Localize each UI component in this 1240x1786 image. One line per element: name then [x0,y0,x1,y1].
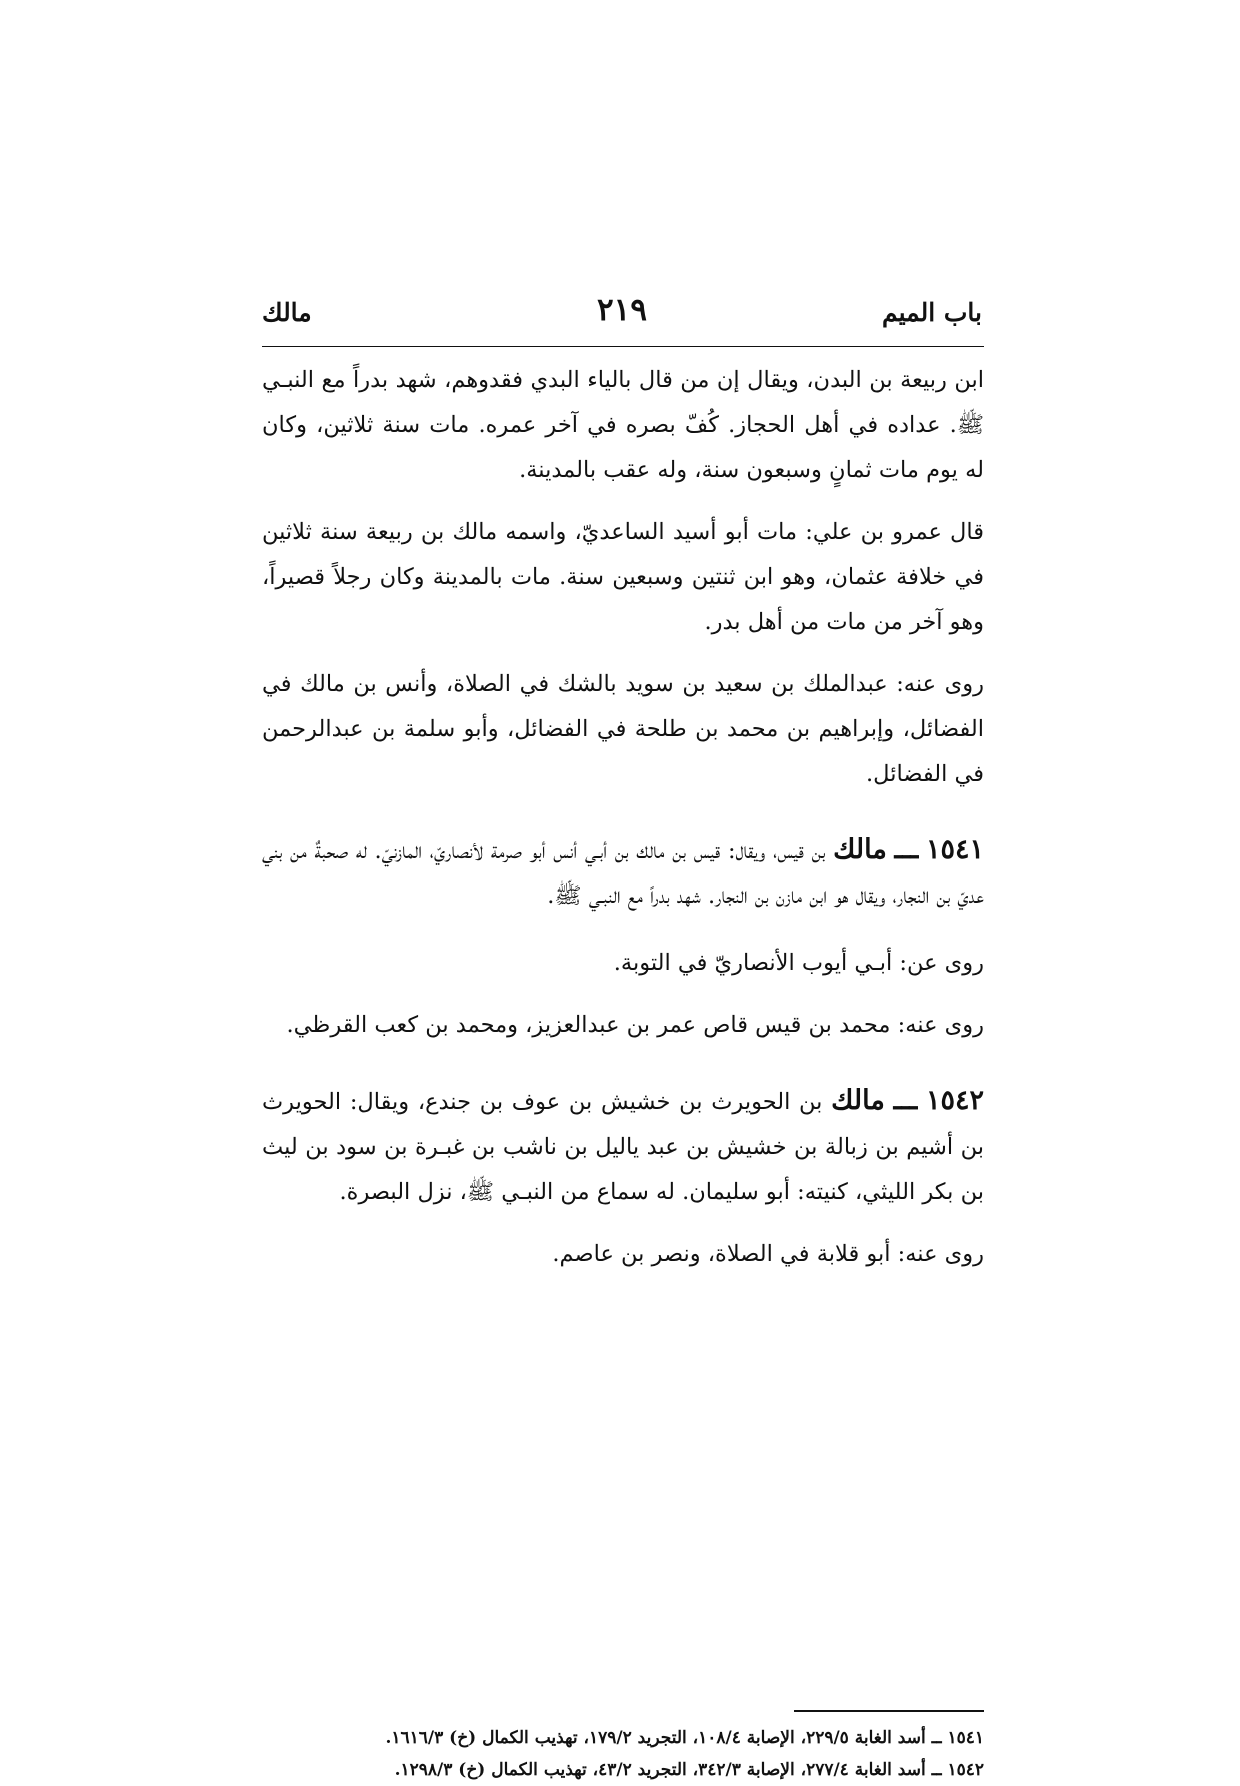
running-head [262,292,982,342]
footnote-1542: ١٥٤٢ ــ أسد الغابة ٢٧٧/٤، الإصابة ٣٤٢/٣، التجريد ٤٣/٢، تهذيب الكمال (خ) ١٢٩٨/٣. [394,1760,984,1780]
entry-number: ١٥٤١ [925,834,984,865]
header-rule [262,346,984,347]
entry-name: مالك [831,1085,885,1116]
entry-text: بن الحويرث بن خشيش بن عوف بن جندع، ويقال: الحويرث بن أشيم بن زبالة بن خشيش بن عبد ياليل بن ناشب بن غبـرة بن سود بن ليث بن بكر الليثي، كنيته: أبو سليمان. له سماع من النبـي ﷺ، نزل البصرة. [262,1089,984,1205]
main-text [262,358,984,1277]
paragraph-continuation: ابن ربيعة بن البدن، ويقال إن من قال بالياء البدي فقدوهم، شهد بدراً مع النبـي ﷺ. عداده في أهل الحجاز. كُفّ بصره في آخر عمره. مات سنة ثلاثين، وكان له يوم مات ثمانٍ وسبعون سنة، وله عقب بالمدينة. [262,367,984,483]
paragraph-narrators: روى عنه: عبدالملك بن سعيد بن سويد بالشك في الصلاة، وأنس بن مالك في الفضائل، وإبراهيم بن محمد بن طلحة في الفضائل، وأبو سلمة بن عبدالرحمن في الفضائل. [262,671,984,787]
paragraph-narrated-from: روى عن: أبـي أيوب الأنصاريّ في التوبة. [613,950,984,976]
entry-dash: ـــ [893,1085,918,1116]
entry-text: بن قيس، ويقال: قيس بن مالك بن أبـي أنس أبو صرمة لأنصاريّ، المازنيّ. له صحبةٌ من بني عديّ بن النجار، ويقال هو ابن مازن بن النجار. شهد بدراً مع النبـي ﷺ. [262,838,984,909]
entry-number: ١٥٤٢ [926,1085,985,1116]
footnotes [262,1722,984,1786]
entry-1541 [262,827,984,919]
entry-1542 [262,1078,984,1215]
entry-dash: ـــ [894,834,919,865]
paragraph-amr-quote: قال عمرو بن علي: مات أبو أسيد الساعديّ، واسمه مالك بن ربيعة سنة ثلاثين في خلافة عثمان، وهو ابن ثنتين وسبعين سنة. مات بالمدينة وكان رجلاً قصيراً، وهو آخر من مات من أهل بدر. [262,519,984,635]
entry-header: مالك [262,298,312,327]
chapter-title: باب الميم [881,298,982,327]
footnote-rule [794,1710,984,1712]
paragraph-narrated-by: روى عنه: محمد بن قيس قاص عمر بن عبدالعزيز، ومحمد بن كعب القرظي. [286,1012,984,1038]
page-number: ٢١٩ [597,292,647,328]
footnote-1541: ١٥٤١ ــ أسد الغابة ٢٢٩/٥، الإصابة ١٠٨/٤، التجريد ١٧٩/٢، تهذيب الكمال (خ) ١٦١٦/٣. [385,1728,984,1748]
entry-name: مالك [833,834,887,865]
paragraph-narrated-by-2: روى عنه: أبو قلابة في الصلاة، ونصر بن عاصم. [552,1241,984,1267]
